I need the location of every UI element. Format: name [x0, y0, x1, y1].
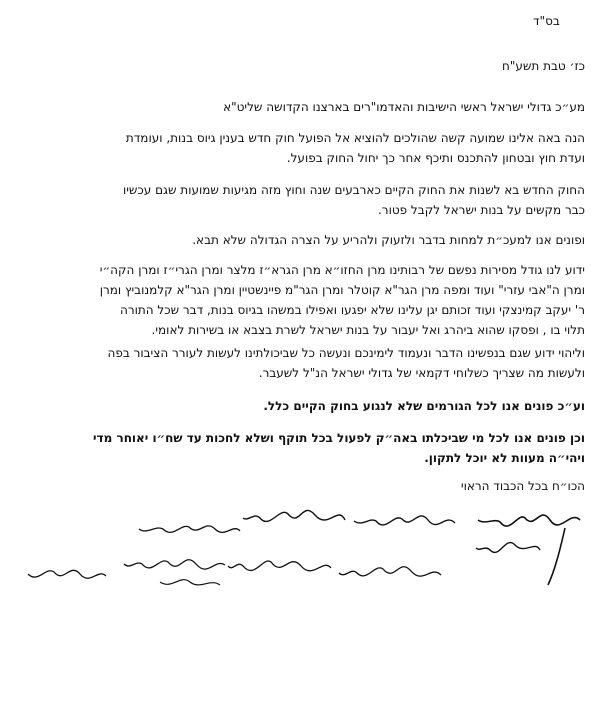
signature-3 — [240, 500, 350, 540]
letter-date: כז׳ טבת תשע"ח — [502, 59, 585, 73]
closing-line: הכו״ח בכל הכבוד הראוי — [460, 479, 585, 493]
paragraph-7-bold — [20, 428, 585, 468]
paragraph-2 — [20, 180, 585, 220]
paragraph-line: כבר מקשים על בנות ישראל לקבל פטור. — [377, 203, 585, 217]
paragraph-line: ומרן ה"אבי עזרי" ועוד ומפה מרן הגר"א קוטלר ומרן הגר"מ פיינשטיין ומרן הגר"א קלמנוביץ ומרן — [99, 283, 585, 297]
paragraph-line: וליהוי ידוע שגם בנפשינו הדבר ונעמוד לימינכם ונעשה כל שביכולתינו לעשות לעורר הציבור בפה — [107, 346, 585, 360]
letter-address: מע״כ גדולי ישראל ראשי הישיבות והאדמו"רים בארצנו הקדושה שליט"א — [223, 100, 585, 114]
signature-2 — [350, 505, 460, 545]
paragraph-6-bold — [20, 396, 585, 416]
paragraph-line: ידוע לנו גודל מסירות נפשם של רבותינו מרן החזו״א מרן הגרא״ז מלצר ומרן הגרי״ז ומרן הקה״י — [99, 263, 585, 277]
paragraph-line: ופונים אנו למעכ״ת למחות בדבר ולזעוק ולהריע על הצרה הגדולה שלא תבא. — [192, 233, 585, 247]
bsd-header: בס"ד — [533, 14, 560, 28]
signature-5 — [335, 555, 445, 595]
paragraph-line: וע״כ פונים אנו לכל הגורמים שלא לנגוע בחוק הקיים כלל. — [263, 399, 585, 413]
paragraph-line: החוק החדש בא לשנות את החוק הקיים כארבעים שנה וחוץ מזה מגיעות שמועות שגם עכשיו — [122, 183, 585, 197]
paragraph-4 — [20, 260, 585, 340]
paragraph-line: תלוי בו , ופסקו שהוא ביהרג ואל יעבור על בנות ישראל לשרת בצבא או בשירות לאומי. — [151, 323, 585, 337]
paragraph-line: ויהי״ה מעוות לא יוכל לתקון. — [424, 451, 585, 465]
paragraph-3 — [20, 230, 585, 250]
paragraph-line: ר' יעקב קמינצקי ועוד זכותם יגן עלינו שלא יפגעו ואפילו במשהו בגיוס בנות, דבר שכל התורה — [120, 303, 585, 317]
paragraph-line: הנה באה אלינו שמועה קשה שהולכים להוציא אל הפועל חוק חדש בענין גיוס בנות, ועומדת — [125, 131, 585, 145]
signature-6 — [225, 550, 335, 590]
signature-7 — [120, 550, 230, 595]
paragraph-line: ולעשות מה שצריך כשלוחי דקמאי של גדולי ישראל הנ"ל לשעבר. — [258, 366, 585, 380]
paragraph-1 — [20, 128, 585, 168]
signature-1 — [470, 500, 590, 600]
paragraph-line: וכן פונים אנו לכל מי שביכלתו באה״ק לפעול בכל תוקף ושלא לחכות עד שח״ו יאוחר מדי — [93, 431, 585, 445]
signature-4 — [135, 515, 245, 550]
signature-8 — [20, 560, 110, 595]
paragraph-5 — [20, 343, 585, 383]
paragraph-line: ועדת חוץ ובטחון להתכנס ותיכף אחר כך יחול החוק בפועל. — [286, 151, 585, 165]
